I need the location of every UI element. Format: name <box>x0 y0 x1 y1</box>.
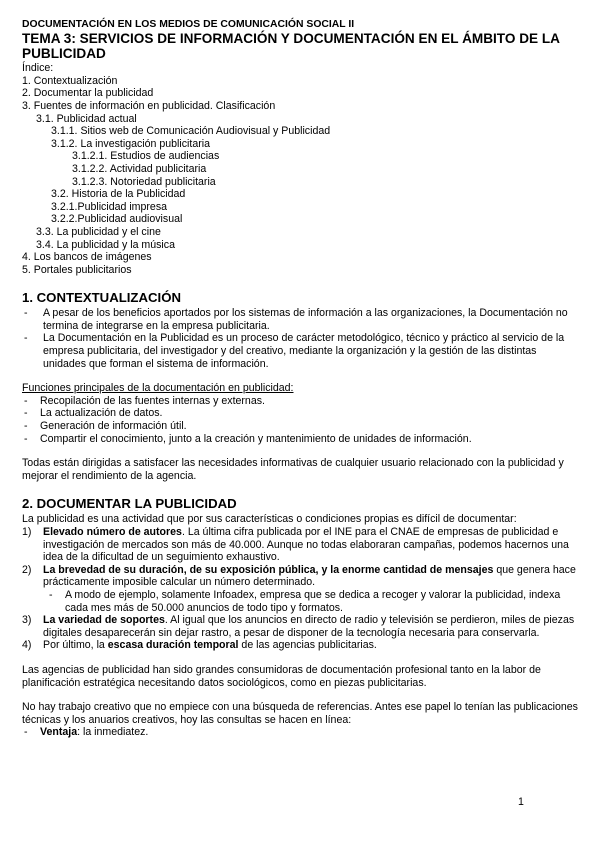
toc-item: 3.1.2. La investigación publicitaria <box>51 137 211 150</box>
toc-item: 3. Fuentes de información en publicidad. Clasificación <box>22 99 276 112</box>
item-emphasis: escasa duración temporal <box>107 639 239 652</box>
toc-item: 1. Contextualización <box>22 74 118 87</box>
item-number: 1) <box>22 526 32 538</box>
toc-item: 3.4. La publicidad y la música <box>36 238 175 251</box>
paragraph: La publicidad es una actividad que por sus características o condiciones propias es difícil de documentar: <box>22 513 517 526</box>
numbered-item <box>22 526 582 564</box>
sub-list-item: - A modo de ejemplo, solamente Infoadex, empresa que se dedica a recoger y valorar la publicidad, indexa cada mes más de 50.000 anuncios de todo tipo y formatos. <box>22 589 582 614</box>
list-item <box>22 726 582 739</box>
item-lead: Por último, la <box>43 639 108 652</box>
list-item: - Compartir el conocimiento, junto a la creación y mantenimiento de unidades de información. <box>22 433 582 446</box>
toc-item: 3.2.2.Publicidad audiovisual <box>51 213 183 226</box>
item-emphasis: La variedad de soportes <box>43 614 165 627</box>
item-emphasis: Ventaja <box>40 726 78 739</box>
numbered-item <box>22 639 582 652</box>
toc-item: 2. Documentar la publicidad <box>22 87 154 100</box>
toc-item: 3.1.1. Sitios web de Comunicación Audiovisual y Publicidad <box>51 125 331 138</box>
toc-item: 5. Portales publicitarios <box>22 263 132 276</box>
functions-subtitle: Funciones principales de la documentación en publicidad: <box>22 382 294 395</box>
toc-item: 3.2. Historia de la Publicidad <box>51 188 186 201</box>
list-item: - Recopilación de las fuentes internas y externas. <box>22 395 582 408</box>
list-item: - Generación de información útil. <box>22 420 582 433</box>
toc-item: 3.1.2.3. Notoriedad publicitaria <box>72 175 216 188</box>
page-number: 1 <box>518 796 524 808</box>
numbered-item <box>22 564 582 589</box>
course-title: DOCUMENTACIÓN EN LOS MEDIOS DE COMUNICACIÓN SOCIAL II <box>22 19 355 30</box>
item-text: que genera hace prácticamente imposible calcular un número determinado. <box>43 563 576 589</box>
numbered-item <box>22 614 582 639</box>
list-item: - La Documentación en la Publicidad es un proceso de carácter metodológico, técnico y práctico al servicio de la empresa publicitaria, del investigador y del creativo, mediante la organización y la gestión de las distintas unidades que forman el sistema de información. <box>22 332 582 370</box>
document-page <box>22 19 582 739</box>
item-emphasis: La brevedad de su duración, de su exposición pública, y la enorme cantidad de mensajes <box>43 563 494 576</box>
list-item: - La actualización de datos. <box>22 407 582 420</box>
toc-item: 3.1.2.1. Estudios de audiencias <box>72 150 220 163</box>
document-title: TEMA 3: SERVICIOS DE INFORMACIÓN Y DOCUMENTACIÓN EN EL ÁMBITO DE LA PUBLICIDAD <box>22 31 560 61</box>
paragraph: Todas están dirigidas a satisfacer las necesidades informativas de cualquier usuario relacionado con la publicidad y mejorar el rendimiento de la agencia. <box>22 457 564 482</box>
item-text: de las agencias publicitarias. <box>238 639 377 652</box>
item-text: : la inmediatez. <box>77 726 149 739</box>
toc-item: 3.1.2.2. Actividad publicitaria <box>72 162 207 175</box>
item-number: 4) <box>22 639 32 652</box>
item-number: 3) <box>22 614 32 627</box>
paragraph: No hay trabajo creativo que no empiece con una búsqueda de referencias. Antes ese papel lo tenían las publicaciones técnicas y los anuarios creativos, hoy las consultas se hacen en línea: <box>22 701 578 726</box>
paragraph: Las agencias de publicidad han sido grandes consumidoras de documentación profesional tanto en la labor de planificación estratégica necesitando datos sociológicos, como en piezas publicitarias. <box>22 663 541 689</box>
item-text: . La última cifra publicada por el INE para el CNAE de empresas de publicidad e investigación de mercados son más de 40.000. Aunque no todas elaboraran campañas, podemos hacernos una idea de la dificultad de un seguimiento exhaustivo. <box>43 526 569 564</box>
item-text: . Al igual que los anuncios en directo de radio y televisión se perdieron, miles de piezas digitales desaparecerán sin dejar rastro, a pesar de disponer de la tecnología necesaria para conservarla. <box>43 614 575 639</box>
toc-item: 3.2.1.Publicidad impresa <box>51 200 168 213</box>
toc-item: 3.1. Publicidad actual <box>36 112 137 125</box>
list-item: - A pesar de los beneficios aportados por los sistemas de información a las organizaciones, la Documentación no termina de integrarse en la empresa publicitaria. <box>22 307 582 332</box>
table-of-contents <box>22 62 582 276</box>
toc-item: 3.3. La publicidad y el cine <box>36 225 161 238</box>
toc-item: 4. Los bancos de imágenes <box>22 251 152 264</box>
section-2-heading: 2. DOCUMENTAR LA PUBLICIDAD <box>22 496 237 512</box>
section-1-heading: 1. CONTEXTUALIZACIÓN <box>22 290 181 306</box>
item-number: 2) <box>22 563 32 576</box>
item-emphasis: Elevado número de autores <box>43 526 182 538</box>
toc-heading: Índice: <box>22 62 54 75</box>
